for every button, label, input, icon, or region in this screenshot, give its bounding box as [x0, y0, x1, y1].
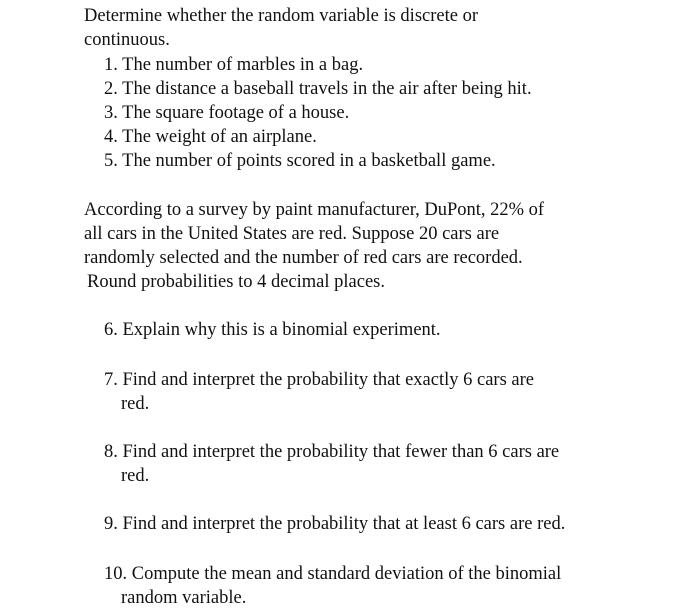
question-8-line-2: red.: [121, 466, 150, 486]
list-item-1: 1. The number of marbles in a bag.: [104, 55, 364, 75]
paragraph-line-4: Round probabilities to 4 decimal places.: [87, 272, 385, 292]
intro-line-1: Determine whether the random variable is discrete or: [84, 6, 478, 26]
list-item-5: 5. The number of points scored in a basketball game.: [104, 151, 496, 171]
paragraph-line-3: randomly selected and the number of red cars are recorded.: [84, 248, 523, 268]
intro-line-2: continuous.: [84, 30, 170, 50]
question-10-line-1: 10. Compute the mean and standard deviation of the binomial: [104, 564, 562, 584]
paragraph-line-1: According to a survey by paint manufacturer, DuPont, 22% of: [84, 200, 545, 220]
question-10-line-2: random variable.: [121, 588, 247, 608]
question-8-line-1: 8. Find and interpret the probability that fewer than 6 cars are: [104, 442, 560, 462]
question-9: 9. Find and interpret the probability that at least 6 cars are red.: [104, 514, 566, 534]
question-7-line-1: 7. Find and interpret the probability that exactly 6 cars are: [104, 370, 534, 390]
question-6: 6. Explain why this is a binomial experiment.: [104, 320, 441, 340]
list-item-3: 3. The square footage of a house.: [104, 103, 350, 123]
list-item-2: 2. The distance a baseball travels in the air after being hit.: [104, 79, 532, 99]
paragraph-line-2: all cars in the United States are red. Suppose 20 cars are: [84, 224, 500, 244]
question-7-line-2: red.: [121, 394, 150, 414]
list-item-4: 4. The weight of an airplane.: [104, 127, 317, 147]
